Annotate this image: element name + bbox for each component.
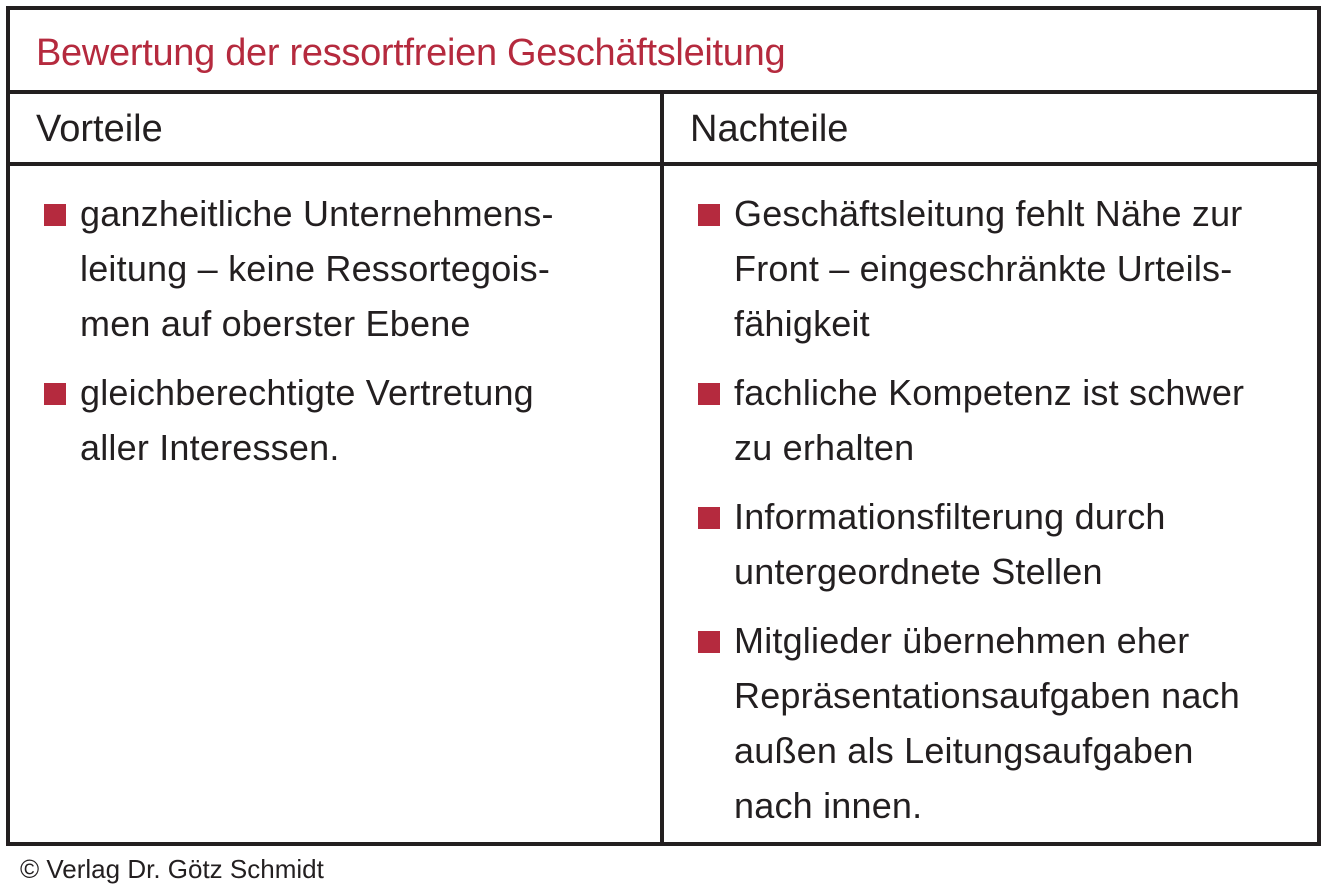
square-bullet-icon (698, 631, 720, 653)
list-item (698, 613, 1308, 833)
square-bullet-icon (44, 383, 66, 405)
list-item-line: außen als Leitungsaufgaben (734, 730, 1194, 771)
list-item-line: Informationsfilterung durch (734, 496, 1166, 537)
list-item-line: zu erhalten (734, 427, 915, 468)
list-item (44, 365, 644, 475)
list-item (698, 365, 1308, 475)
table-title-row (10, 10, 1317, 94)
square-bullet-icon (698, 383, 720, 405)
advantages-list (44, 186, 644, 489)
disadvantages-list (698, 186, 1308, 847)
list-item-line: Front – eingeschränkte Urteils- (734, 248, 1233, 289)
copyright-notice: © Verlag Dr. Götz Schmidt (20, 854, 324, 884)
evaluation-table (6, 6, 1321, 846)
list-item-line: nach innen. (734, 785, 923, 826)
list-item-line: aller Interessen. (80, 427, 340, 468)
table-title: Bewertung der ressortfreien Geschäftsleitung (36, 32, 786, 74)
header-disadvantages: Nachteile (690, 108, 849, 150)
list-item-line: untergeordnete Stellen (734, 551, 1103, 592)
list-item (44, 186, 644, 351)
list-item (698, 186, 1308, 351)
list-item-line: Mitglieder übernehmen eher (734, 620, 1190, 661)
list-item-line: fachliche Kompetenz ist schwer (734, 372, 1245, 413)
list-item (698, 489, 1308, 599)
list-item-line: Geschäftsleitung fehlt Nähe zur (734, 193, 1243, 234)
list-item-line: gleichberechtigte Vertretung (80, 372, 534, 413)
square-bullet-icon (698, 204, 720, 226)
list-item-line: ganzheitliche Unternehmens- (80, 193, 554, 234)
square-bullet-icon (44, 204, 66, 226)
list-item-line: fähigkeit (734, 303, 870, 344)
list-item-line: Repräsentationsaufgaben nach (734, 675, 1240, 716)
list-item-line: leitung – keine Ressortegois- (80, 248, 551, 289)
list-item-line: men auf oberster Ebene (80, 303, 471, 344)
square-bullet-icon (698, 507, 720, 529)
header-advantages: Vorteile (36, 108, 163, 150)
column-divider (660, 94, 664, 842)
